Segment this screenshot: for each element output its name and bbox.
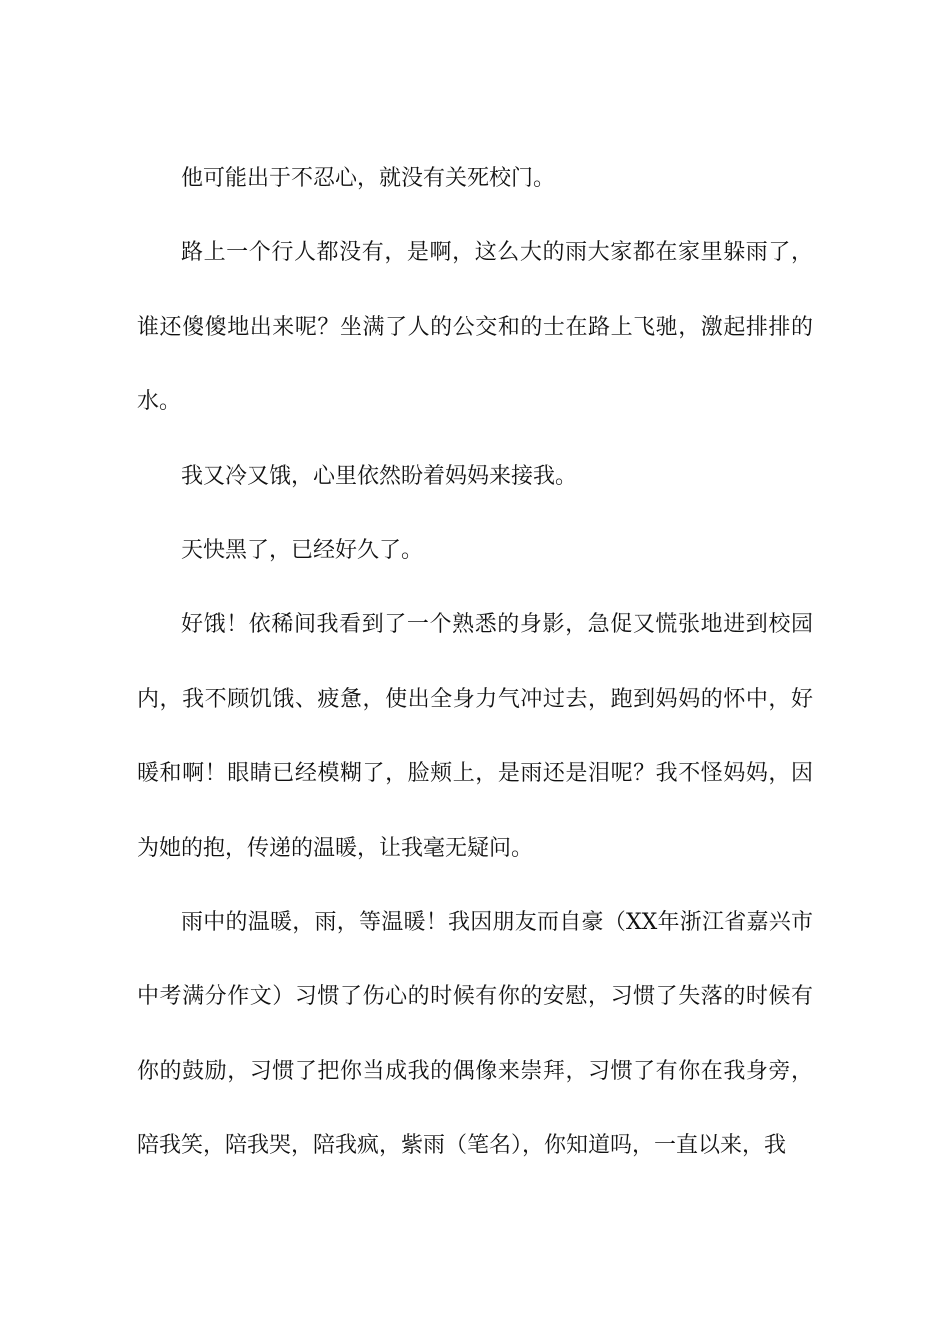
paragraph-1: 他可能出于不忍心，就没有关死校门。 xyxy=(181,166,556,191)
paragraph-5: 好饿！依稀间我看到了一个熟悉的身影，急促又慌张地进到校园内，我不顾饥饿、疲惫，使出全身力气冲过去，跑到妈妈的怀中，好暖和啊！眼睛已经模糊了，脸颊上，是雨还是泪呢？我不怪妈妈，因为她的抱，传递的温暖，让我毫无疑问。 xyxy=(137,612,813,861)
paragraph-4: 天快黑了，已经好久了。 xyxy=(181,538,424,564)
paragraph-6: 雨中的温暖，雨，等温暖！我因朋友而自豪（XX年浙江省嘉兴市中考满分作文）习惯了伤心的时候有你的安慰，习惯了失落的时候有你的鼓励，习惯了把你当成我的偶像来崇拜，习惯了有你在我身旁，陪我笑，陪我哭，陪我疯，紫雨（笔名），你知道吗，一直以来，我 xyxy=(137,910,813,1159)
document-body xyxy=(137,142,813,1184)
paragraph-3: 我又冷又饿，心里依然盼着妈妈来接我。 xyxy=(181,463,578,489)
paragraph-2: 路上一个行人都没有，是啊，这么大的雨大家都在家里躲雨了，谁还傻傻地出来呢？坐满了人的公交和的士在路上飞驰，激起排排的水。 xyxy=(137,240,813,415)
